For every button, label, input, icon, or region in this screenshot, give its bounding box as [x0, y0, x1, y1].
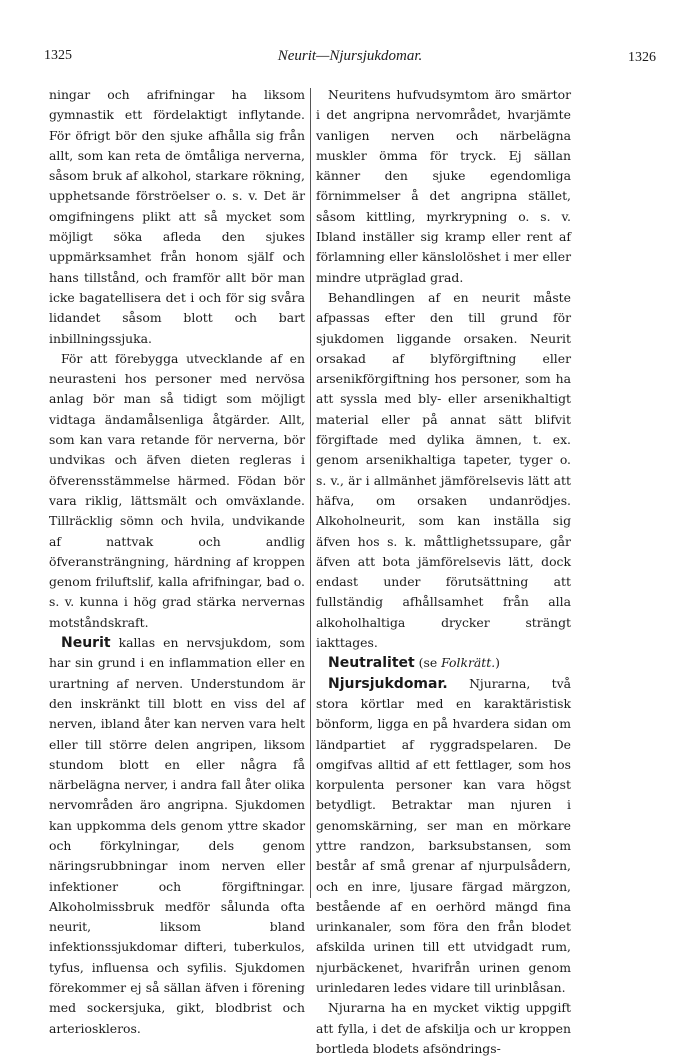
entry-neutralitet — [316, 653, 571, 673]
entry-headword: Njursjukdomar. — [328, 675, 448, 692]
entry-headword: Neurit — [61, 635, 111, 652]
entry-neurit — [49, 633, 305, 1039]
page-number-right: 1326 — [628, 50, 656, 65]
page-number-left: 1325 — [44, 48, 72, 63]
paragraph: ningar och afrifningar ha liksom gymnastik ett fördelaktigt inflytande. För öfrigt bör den sjuke afhålla sig från allt, som kan reta de ömtåliga nerverna, såsom bruk af alkohol, starkare rökning, upphetsande förströelser o. s. v. Det är omgifningens plikt att så mycket som möjligt söka afleda den sjukes uppmärksamhet från honom själf och hans tillstånd, och framför allt bör man icke bagatellisera det i och för sig svåra lidandet såsom blott och bart inbillningssjuka. — [49, 87, 305, 346]
cross-reference-close: ) — [495, 655, 501, 671]
running-title: Neurit—Njursjukdomar. — [277, 48, 423, 64]
left-column — [49, 85, 305, 1039]
right-column — [316, 85, 571, 1059]
paragraph: För att förebygga utvecklande af en neurasteni hos personer med nervösa anlag bör man så tidigt som möjligt vidtaga ändamålsenliga åtgärder. Allt, som kan vara retande för nerverna, bör undvikas och äfven dieten regleras i öfverensstämmelse härmed. Födan bör vara riklig, lättsmält och omväxlande. Tillräcklig sömn och hvila, undvikande af nattvak och andlig öfveransträngning, härdning af kroppen genom friluftslif, kalla afrifningar, bad o. s. v. kunna i hög grad stärka nervernas motståndskraft. — [49, 350, 305, 630]
page-header — [44, 48, 656, 70]
paragraph: Behandlingen af en neurit måste afpassas efter den till grund för sjukdomen liggande orsaken. Neurit orsakad af blyförgiftning eller arsenikförgiftning hos personer, som ha att syssla med bly- eller arsenikhaltigt material eller på annat sätt blifvit förgiftade med dylika ämnen, t. ex. genom arsenikhaltiga tapeter, tyger o. s. v., är i allmänhet jämförelsevis lätt att häfva, om orsaken undanrödjes. Alkoholneurit, som kan inställa sig äfven hos s. k. måttlighetssupare, går äfven att bota jämförelsevis lätt, dock endast under förutsättning att fullständig afhållsamhet från alla alkoholhaltiga drycker strängt iakttages. — [316, 289, 571, 651]
cross-reference-open: (se — [414, 655, 442, 671]
entry-text: Njurarna, två stora körtlar med en karaktäristisk bönform, ligga en på hvardera sidan om ländpartiet af ryggradspelaren. De omgifvas alltid af ett fettlager, som hos korpulenta personer kan vara högst betydligt. Betraktar man njuren i genomskärning, ser man en mörkare yttre randzon, barksubstansen, som består af små grenar af njurpulsådern, och en inre, ljusare färgad märgzon, bestående af en oerhörd mängd fina urinkanaler, som föra den från blodet afskilda urinen till ett utvidgadt rum, njurbäckenet, hvarifrån urinen genom urinledaren ledes vidare till urinblåsan. — [316, 675, 571, 996]
entry-text: kallas en nervsjukdom, som har sin grund i en inflammation eller en urartning af nerven. Understundom är den inskränkt till blott en viss del af nerven, ibland åter kan nerven vara helt eller till större delen angripen, liksom stundom blott en eller några få närbelägna nerver, i andra fall åter olika nervområden äro angripna. Sjukdomen kan uppkomma dels genom yttre skador och förkylningar, dels genom näringsrubbningar inom nerven eller infektioner och förgiftningar. Alkoholmissbruk medför sålunda ofta neurit, liksom bland infektionssjukdomar difteri, tuberkulos, tyfus, influensa och syfilis. Sjukdomen förekommer ej så sällan äfven i förening med sockersjuka, gikt, blodbrist och arterioskleros. — [49, 635, 305, 1036]
entry-headword: Neutralitet — [328, 655, 415, 672]
column-divider — [310, 88, 311, 898]
paragraph: Njurarna ha en mycket viktig uppgift att fylla, i det de afskilja och ur kroppen bortleda blodets afsöndrings- — [316, 1000, 571, 1056]
entry-njursjukdomar — [316, 674, 571, 999]
paragraph: Neuritens hufvudsymtom äro smärtor i det angripna nervområdet, hvarjämte vanligen nerven och närbelägna muskler ömma för tryck. Ej sällan känner den sjuke egendomliga förnimmelser å det angripna stället, såsom kittling, myrkrypning o. s. v. Ibland inställer sig kramp eller rent af förlamning eller känslolöshet i mer eller mindre utpräglad grad. — [316, 87, 571, 285]
cross-reference: Folkrätt. — [441, 655, 496, 671]
